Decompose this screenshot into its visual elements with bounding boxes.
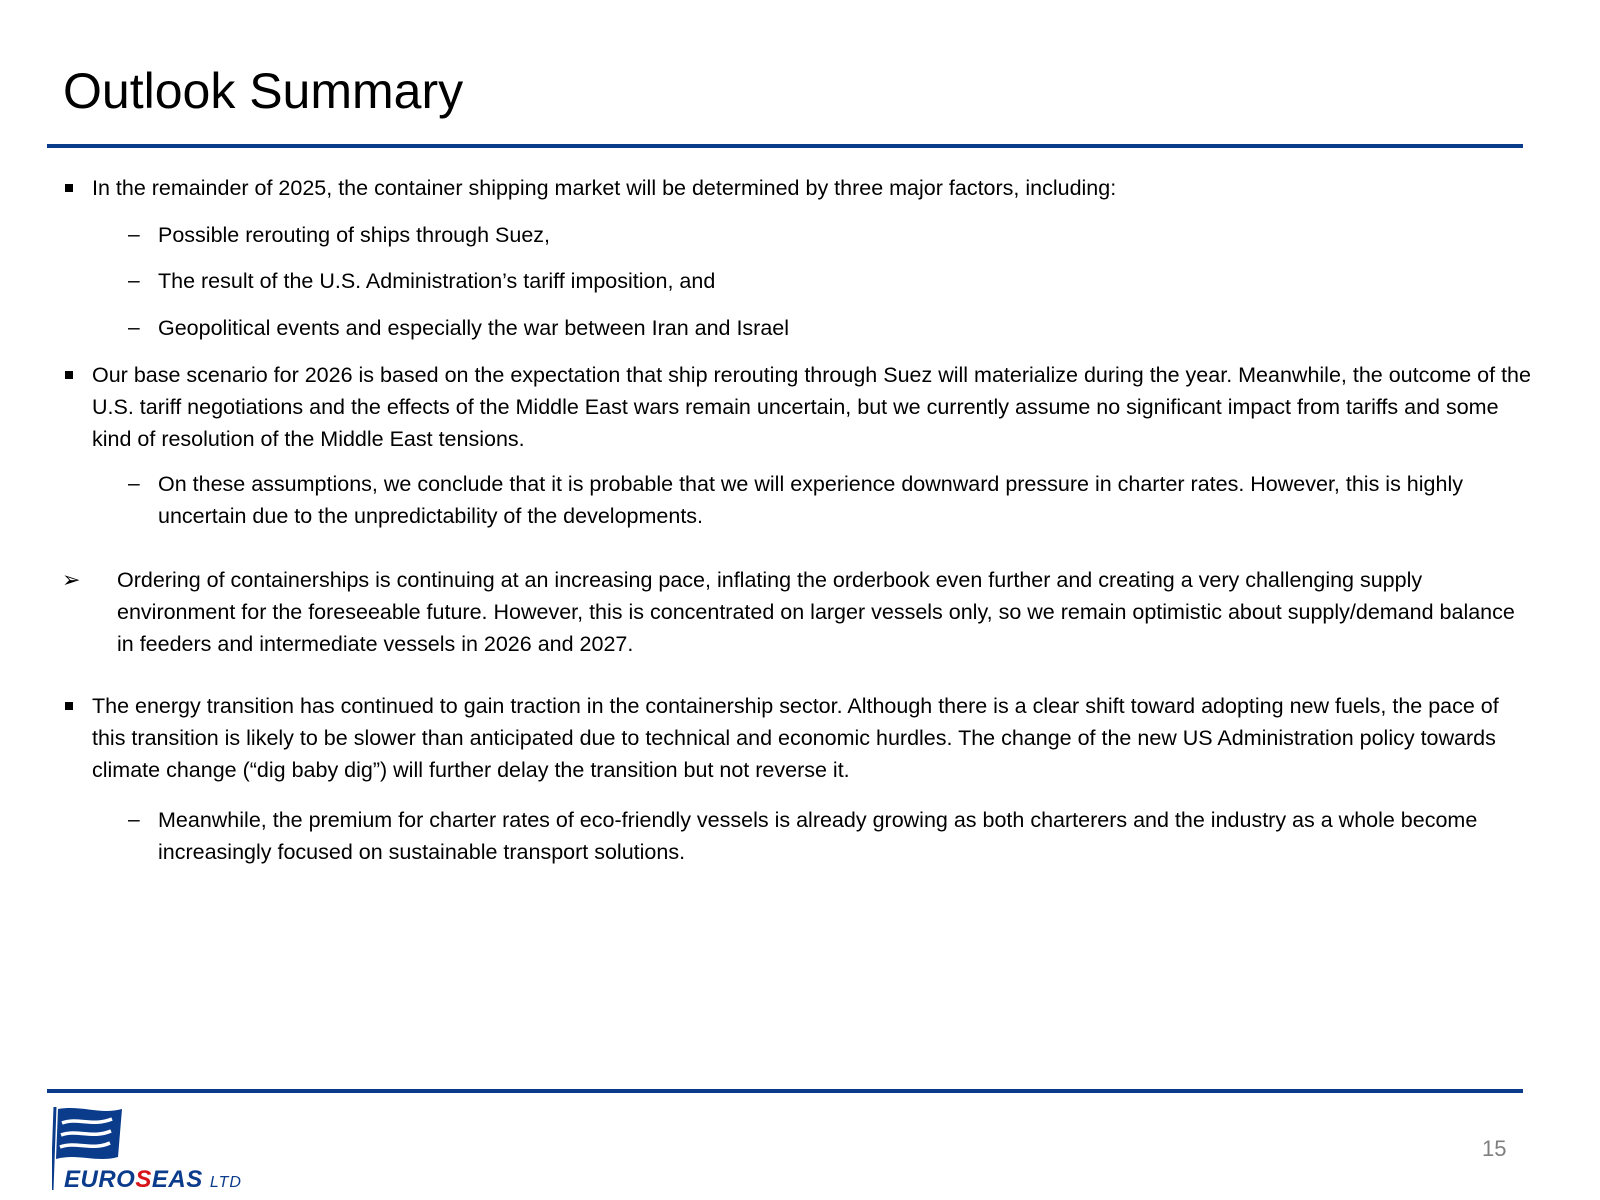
company-logo-text bbox=[64, 1166, 242, 1194]
bullet-4-text: The energy transition has continued to gain traction in the containership sector. Although there is a clear shift toward adopting new fuels, the pace of this transition is likely to be slower than anticipated due to technical and economic hurdles. The change of the new US Administration policy towards climate change (“dig baby dig”) will further delay the transition but not reverse it. bbox=[92, 694, 1499, 782]
logo-text-ltd: LTD bbox=[209, 1174, 242, 1191]
logo-text-euro: EURO bbox=[64, 1166, 136, 1193]
dash-icon: – bbox=[128, 472, 140, 495]
dash-icon: – bbox=[128, 808, 140, 831]
slide-title: Outlook Summary bbox=[63, 63, 464, 119]
square-bullet-icon bbox=[65, 184, 73, 192]
bullet-1-sub-2-text: The result of the U.S. Administration’s tariff imposition, and bbox=[158, 269, 716, 293]
page-number: 15 bbox=[1482, 1136, 1507, 1161]
title-divider bbox=[47, 144, 1523, 148]
square-bullet-icon bbox=[65, 702, 73, 710]
dash-icon: – bbox=[128, 223, 140, 246]
bullet-3-text: Ordering of containerships is continuing at an increasing pace, inflating the orderbook even further and creating a very challenging supply environment for the foreseeable future. However, this is concentrated on larger vessels only, so we remain optimistic about supply/demand balance in feeders and intermediate vessels in 2026 and 2027. bbox=[117, 568, 1515, 656]
footer-divider bbox=[47, 1089, 1523, 1093]
dash-icon: – bbox=[128, 316, 140, 339]
bullet-1-text: In the remainder of 2025, the container shipping market will be determined by three major factors, including: bbox=[92, 176, 1117, 200]
dash-icon: – bbox=[128, 269, 140, 292]
square-bullet-icon bbox=[65, 371, 73, 379]
bullet-2-text: Our base scenario for 2026 is based on the expectation that ship rerouting through Suez will materialize during the year. Meanwhile, the outcome of the U.S. tariff negotiations and the effects of the Middle East wars remain uncertain, but we currently assume no significant impact from tariffs and some kind of resolution of the Middle East tensions. bbox=[92, 363, 1531, 451]
bullet-1-sub-1-text: Possible rerouting of ships through Suez, bbox=[158, 223, 551, 247]
arrow-bullet-icon: ➢ bbox=[62, 567, 81, 592]
logo-text-eas: EAS bbox=[151, 1166, 203, 1193]
bullet-4-sub-1-text: Meanwhile, the premium for charter rates of eco-friendly vessels is already growing as both charterers and the industry as a whole become increasingly focused on sustainable transport solutions. bbox=[158, 808, 1478, 864]
bullet-2-sub-1-text: On these assumptions, we conclude that it is probable that we will experience downward pressure in charter rates. However, this is highly uncertain due to the unpredictability of the developments. bbox=[158, 472, 1463, 528]
logo-text-s: S bbox=[135, 1166, 152, 1193]
bullet-1-sub-3-text: Geopolitical events and especially the war between Iran and Israel bbox=[158, 316, 790, 340]
